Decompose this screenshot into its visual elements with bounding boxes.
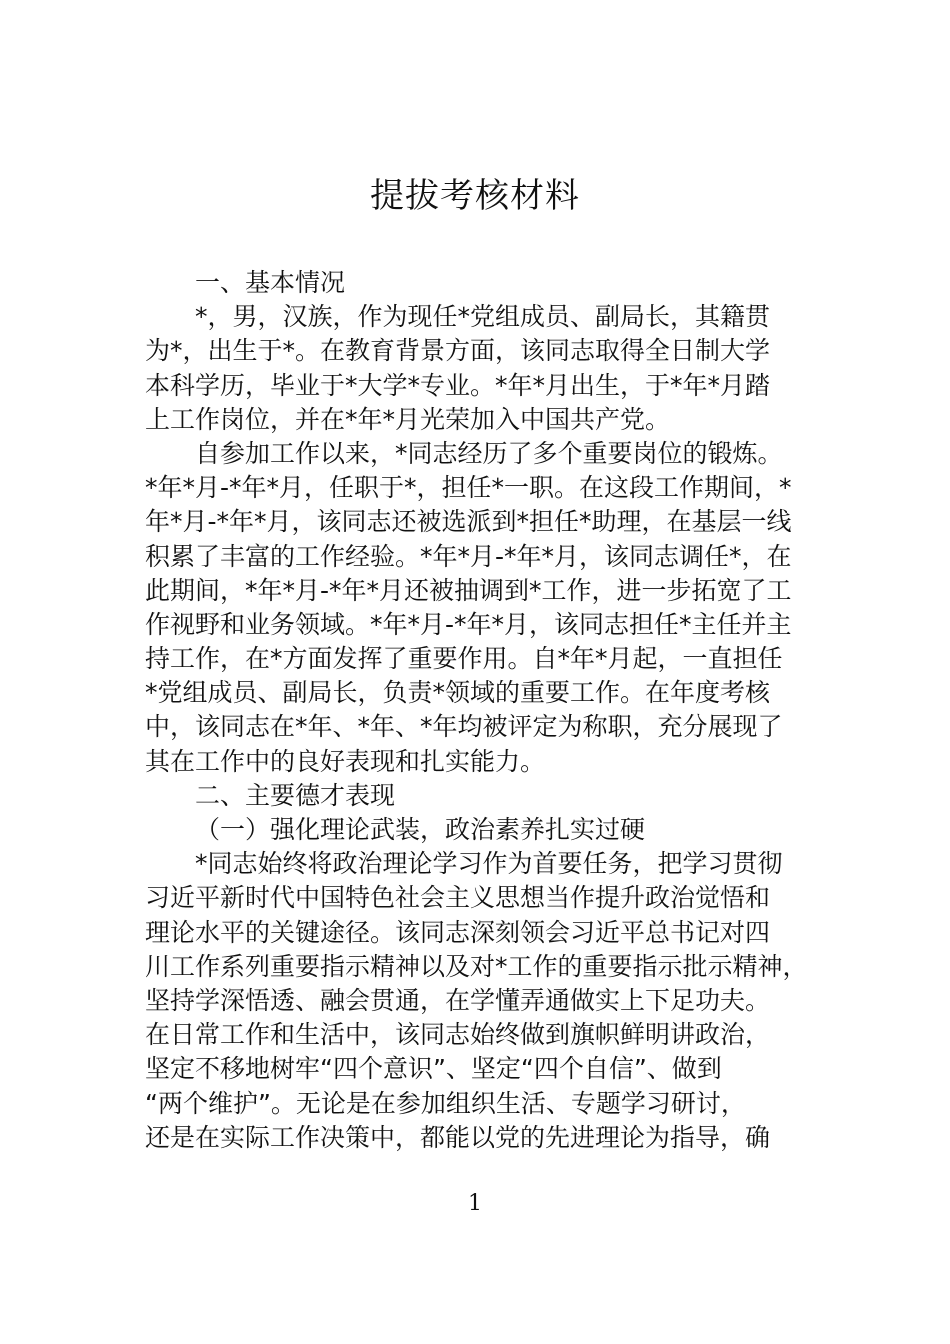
- text-line: （一）强化理论武装，政治素养扎实过硬: [195, 815, 646, 844]
- document-body: [145, 266, 810, 1155]
- text-line: 为*，出生于*。在教育背景方面，该同志取得全日制大学: [145, 336, 771, 366]
- text-line: 积累了丰富的工作经验。*年*月-*年*月，该同志调任*，在: [145, 541, 792, 571]
- text-line: 中，该同志在*年、*年、*年均被评定为称职，充分展现了: [145, 712, 783, 742]
- text-line: *年*月-*年*月，任职于*，担任*一职。在这段工作期间，*: [145, 473, 792, 503]
- text-line: 一、基本情况: [195, 268, 346, 297]
- text-line: 川工作系列重要指示精神以及对*工作的重要指示批示精神，: [145, 951, 808, 981]
- text-line: 在日常工作和生活中，该同志始终做到旗帜鲜明讲政治，: [145, 1020, 771, 1050]
- text-line: “两个维护”。无论是在参加组织生活、专题学习研讨，: [145, 1088, 746, 1118]
- text-line: 习近平新时代中国特色社会主义思想当作提升政治觉悟和: [145, 883, 771, 913]
- text-line: 自参加工作以来，*同志经历了多个重要岗位的锻炼。: [195, 438, 783, 468]
- text-line: 作视野和业务领域。*年*月-*年*月，该同志担任*主任并主: [145, 609, 792, 639]
- text-line: 持工作，在*方面发挥了重要作用。自*年*月起，一直担任: [145, 644, 783, 674]
- text-line: 年*月-*年*月，该同志还被选派到*担任*助理，在基层一线: [145, 507, 792, 537]
- text-line: 理论水平的关键途径。该同志深刻领会习近平总书记对四: [145, 917, 771, 947]
- text-line: *同志始终将政治理论学习作为首要任务，把学习贯彻: [195, 849, 783, 879]
- text-line: 上工作岗位，并在*年*月光荣加入中国共产党。: [145, 404, 671, 434]
- text-line: 其在工作中的良好表现和扎实能力。: [145, 746, 546, 776]
- text-line: 坚定不移地树牢“四个意识”、坚定“四个自信”、做到: [145, 1054, 722, 1084]
- text-line: 坚持学深悟透、融会贯通，在学懂弄通做实上下足功夫。: [145, 985, 771, 1015]
- page-number: 1: [468, 1191, 482, 1216]
- text-line: 二、主要德才表现: [195, 780, 396, 810]
- text-line: *，男，汉族，作为现任*党组成员、副局长，其籍贯: [195, 302, 771, 332]
- text-line: 本科学历，毕业于*大学*专业。*年*月出生，于*年*月踏: [145, 370, 771, 400]
- document-title: 提拔考核材料: [370, 176, 580, 216]
- text-line: 此期间，*年*月-*年*月还被抽调到*工作，进一步拓宽了工: [145, 575, 792, 605]
- text-line: 还是在实际工作决策中，都能以党的先进理论为指导，确: [145, 1122, 771, 1152]
- text-line: *党组成员、副局长，负责*领域的重要工作。在年度考核: [145, 678, 771, 708]
